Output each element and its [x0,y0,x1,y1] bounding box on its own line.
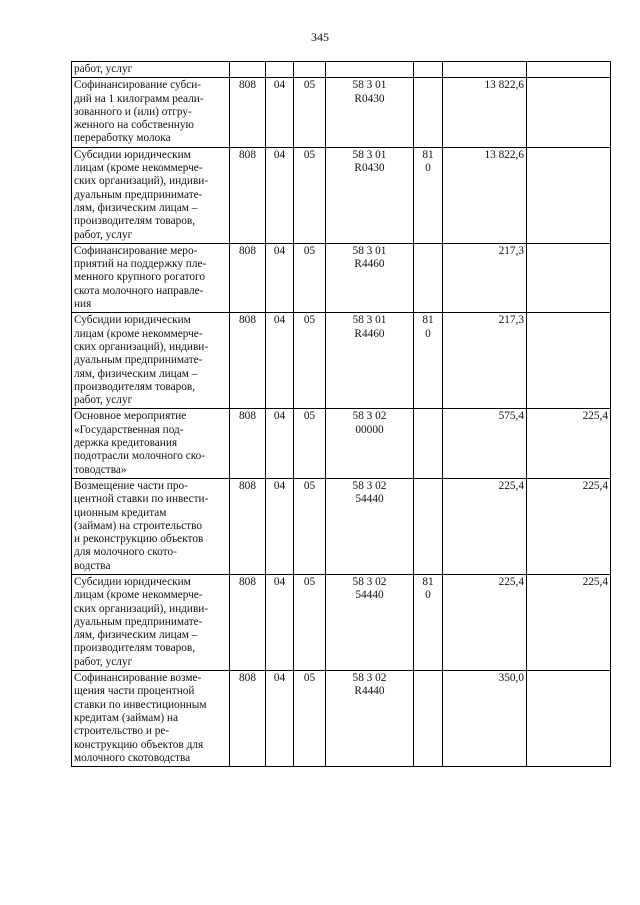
subsection-code-cell [294,62,326,78]
amount-cell: 575,4 [443,409,527,478]
section-code-cell: 04 [266,574,294,670]
target-article-cell: 58 3 02 54440 [326,574,414,670]
expense-type-cell [414,478,443,574]
ministry-code-cell: 808 [230,147,266,243]
ministry-code-cell: 808 [230,478,266,574]
expense-type-cell: 81 0 [414,574,443,670]
federal-amount-cell [527,62,611,78]
target-article-cell: 58 3 02 R4440 [326,671,414,767]
table-row [72,78,611,147]
section-code-cell [266,62,294,78]
amount-cell: 13 822,6 [443,147,527,243]
section-code-cell: 04 [266,78,294,147]
ministry-code-cell: 808 [230,409,266,478]
amount-cell: 217,3 [443,243,527,312]
federal-amount-cell: 225,4 [527,409,611,478]
row-name-cell: работ, услуг [72,62,230,78]
target-article-cell: 58 3 01 R4460 [326,313,414,409]
row-name-cell: Софинансирование возме- щения части процентной ставки по инвестиционным кредитам (займам) на строительство и ре- конструкцию объектов для молочного скотоводства [72,671,230,767]
target-article-cell: 58 3 01 R0430 [326,78,414,147]
section-code-cell: 04 [266,313,294,409]
table-body [72,62,611,767]
expense-type-cell [414,671,443,767]
expense-type-cell: 81 0 [414,147,443,243]
page-number: 345 [311,30,329,44]
expense-type-cell [414,409,443,478]
target-article-cell: 58 3 02 00000 [326,409,414,478]
subsection-code-cell: 05 [294,243,326,312]
expense-type-cell [414,243,443,312]
table-row [72,243,611,312]
expense-type-cell: 81 0 [414,313,443,409]
ministry-code-cell: 808 [230,313,266,409]
budget-table [71,61,611,767]
federal-amount-cell [527,671,611,767]
ministry-code-cell: 808 [230,243,266,312]
ministry-code-cell: 808 [230,671,266,767]
table-row [72,62,611,78]
row-name-cell: Основное мероприятие «Государственная под- держка кредитования подотрасли молочного ско- товодства» [72,409,230,478]
ministry-code-cell [230,62,266,78]
row-name-cell: Субсидии юридическим лицам (кроме некоммерче- ских организаций), индиви- дуальным предпринимате- лям, физическим лицам – производителям товаров, работ, услуг [72,147,230,243]
table-row [72,574,611,670]
federal-amount-cell [527,313,611,409]
expense-type-cell [414,62,443,78]
subsection-code-cell: 05 [294,313,326,409]
subsection-code-cell: 05 [294,147,326,243]
amount-cell: 217,3 [443,313,527,409]
subsection-code-cell: 05 [294,574,326,670]
table-row [72,671,611,767]
table-row [72,409,611,478]
row-name-cell: Возмещение части про- центной ставки по инвести- ционным кредитам (займам) на строительство и реконструкцию объектов для молочного ското- водства [72,478,230,574]
table-row [72,313,611,409]
subsection-code-cell: 05 [294,409,326,478]
amount-cell: 225,4 [443,478,527,574]
ministry-code-cell: 808 [230,574,266,670]
row-name-cell: Софинансирование меро- приятий на поддержку пле- менного крупного рогатого скота молочного направле- ния [72,243,230,312]
row-name-cell: Субсидии юридическим лицам (кроме некоммерче- ских организаций), индиви- дуальным предпринимате- лям, физическим лицам – производителям товаров, работ, услуг [72,574,230,670]
subsection-code-cell: 05 [294,478,326,574]
federal-amount-cell [527,78,611,147]
target-article-cell: 58 3 02 54440 [326,478,414,574]
amount-cell: 13 822,6 [443,78,527,147]
row-name-cell: Субсидии юридическим лицам (кроме некоммерче- ских организаций), индиви- дуальным предпринимате- лям, физическим лицам – производителям товаров, работ, услуг [72,313,230,409]
target-article-cell [326,62,414,78]
table-row [72,147,611,243]
table-row [72,478,611,574]
section-code-cell: 04 [266,243,294,312]
federal-amount-cell [527,147,611,243]
federal-amount-cell [527,243,611,312]
section-code-cell: 04 [266,478,294,574]
amount-cell: 225,4 [443,574,527,670]
subsection-code-cell: 05 [294,78,326,147]
subsection-code-cell: 05 [294,671,326,767]
amount-cell: 350,0 [443,671,527,767]
target-article-cell: 58 3 01 R0430 [326,147,414,243]
section-code-cell: 04 [266,409,294,478]
expense-type-cell [414,78,443,147]
amount-cell [443,62,527,78]
section-code-cell: 04 [266,671,294,767]
row-name-cell: Софинансирование субси- дий на 1 килограмм реали- зованного и (или) отгру- женного на собственную переработку молока [72,78,230,147]
ministry-code-cell: 808 [230,78,266,147]
federal-amount-cell: 225,4 [527,478,611,574]
target-article-cell: 58 3 01 R4460 [326,243,414,312]
section-code-cell: 04 [266,147,294,243]
federal-amount-cell: 225,4 [527,574,611,670]
